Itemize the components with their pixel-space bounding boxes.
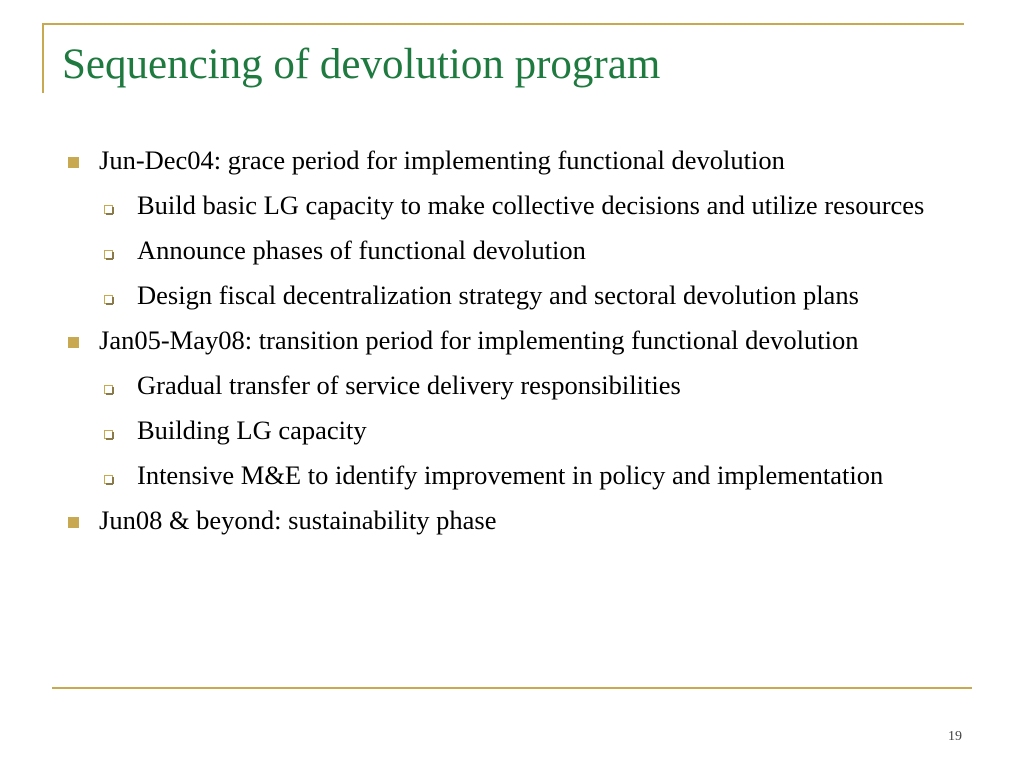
sub-bullet-text: Intensive M&E to identify improvement in policy and implementation (137, 460, 884, 490)
bullet-item (62, 322, 977, 359)
sub-bullet-item (62, 232, 977, 269)
sub-bullet-text: Announce phases of functional devolution (137, 235, 586, 265)
frame-bottom-line (52, 687, 972, 689)
checkbox-bullet-icon (104, 205, 113, 214)
bullet-list (62, 142, 977, 547)
bullet-text: Jun-Dec04: grace period for implementing functional devolution (99, 145, 785, 175)
sub-bullet-item (62, 457, 977, 494)
page-number: 19 (948, 729, 962, 744)
sub-bullet-item (62, 367, 977, 404)
bullet-text: Jun08 & beyond: sustainability phase (99, 505, 497, 535)
bullet-item (62, 142, 977, 179)
sub-bullet-text: Build basic LG capacity to make collective decisions and utilize resources (137, 190, 925, 220)
bullet-item (62, 502, 977, 539)
square-bullet-icon (68, 337, 79, 348)
checkbox-bullet-icon (104, 385, 113, 394)
sub-bullet-item (62, 187, 977, 224)
sub-bullet-item (62, 277, 977, 314)
checkbox-bullet-icon (104, 295, 113, 304)
checkbox-bullet-icon (104, 430, 113, 439)
checkbox-bullet-icon (104, 250, 113, 259)
sub-bullet-item (62, 412, 977, 449)
slide-title: Sequencing of devolution program (62, 41, 661, 88)
frame-top-line (42, 23, 964, 25)
sub-bullet-text: Gradual transfer of service delivery responsibilities (137, 370, 681, 400)
checkbox-bullet-icon (104, 475, 113, 484)
square-bullet-icon (68, 157, 79, 168)
sub-bullet-text: Design fiscal decentralization strategy and sectoral devolution plans (137, 280, 859, 310)
square-bullet-icon (68, 517, 79, 528)
frame-left-line (42, 23, 44, 93)
bullet-text: Jan05-May08: transition period for implementing functional devolution (99, 325, 859, 355)
sub-bullet-text: Building LG capacity (137, 415, 367, 445)
